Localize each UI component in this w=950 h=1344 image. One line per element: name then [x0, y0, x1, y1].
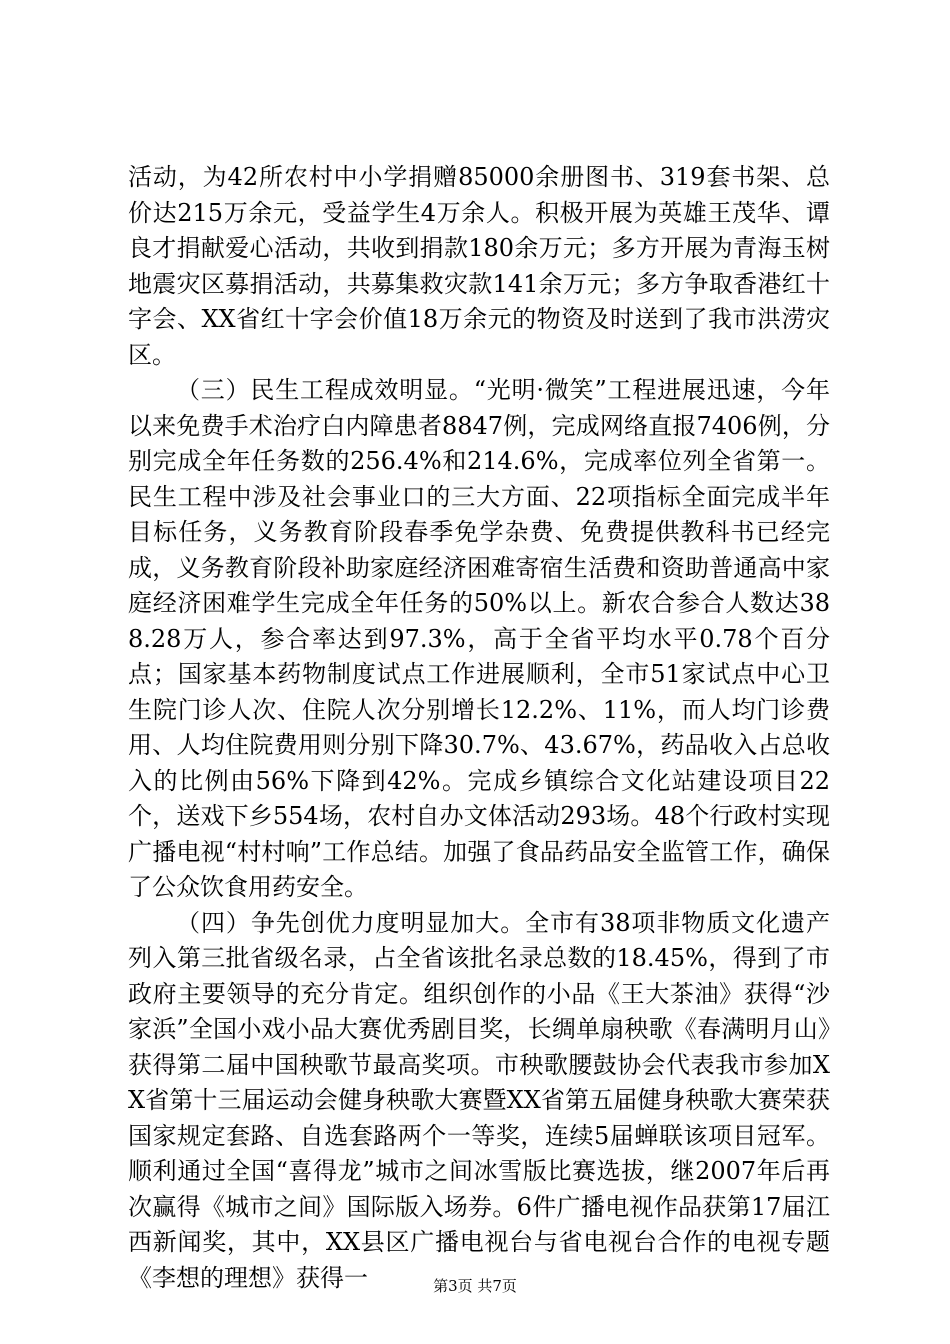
paragraph-1: 活动，为42所农村中小学捐赠85000余册图书、319套书架、总价达215万余元，受益学生4万余人。积极开展为英雄王茂华、谭良才捐献爱心活动，共收到捐款180余万元；多方开展为青海玉树地震灾区募捐活动，共募集救灾款141余万元；多方争取香港红十字会、XX省红十字会价值18万余元的物资及时送到了我市洪涝灾区。 — [128, 163, 830, 369]
page-footer: 第3页 共7页 — [433, 1277, 517, 1295]
body-text — [128, 160, 830, 1296]
paragraph-2: （三）民生工程成效明显。“光明·微笑”工程进展迅速，今年以来免费手术治疗白内障患者8847例，完成网络直报7406例，分别完成全年任务数的256.4%和214.6%，完成率位列全省第一。民生工程中涉及社会事业口的三大方面、22项指标全面完成半年目标任务，义务教育阶段春季免学杂费、免费提供教科书已经完成，义务教育阶段补助家庭经济困难寄宿生活费和资助普通高中家庭经济困难学生完成全年任务的50%以上。新农合参合人数达388.28万人，参合率达到97.3%，高于全省平均水平0.78个百分点；国家基本药物制度试点工作进展顺利，全市51家试点中心卫生院门诊人次、住院人次分别增长12.2%、11%，而人均门诊费用、人均住院费用则分别下降30.7%、43.67%，药品收入占总收入的比例由56%下降到42%。完成乡镇综合文化站建设项目22个，送戏下乡554场，农村自办文体活动293场。48个行政村实现广播电视“村村响”工作总结。加强了食品药品安全监管工作，确保了公众饮食用药安全。 — [128, 376, 830, 901]
paragraph-3: （四）争先创优力度明显加大。全市有38项非物质文化遗产列入第三批省级名录，占全省该批名录总数的18.45%，得到了市政府主要领导的充分肯定。组织创作的小品《王大茶油》获得“沙家浜”全国小戏小品大赛优秀剧目奖，长绸单扇秧歌《春满明月山》获得第二届中国秧歌节最高奖项。市秧歌腰鼓协会代表我市参加XX省第十三届运动会健身秧歌大赛暨XX省第五届健身秧歌大赛荣获国家规定套路、自选套路两个一等奖，连续5届蝉联该项目冠军。顺利通过全国“喜得龙”城市之间冰雪版比赛选拔，继2007年后再次赢得《城市之间》国际版入场券。6件广播电视作品获第17届江西新闻奖，其中，XX县区广播电视台与省电视台合作的电视专题《李想的理想》获得一 — [128, 908, 830, 1292]
